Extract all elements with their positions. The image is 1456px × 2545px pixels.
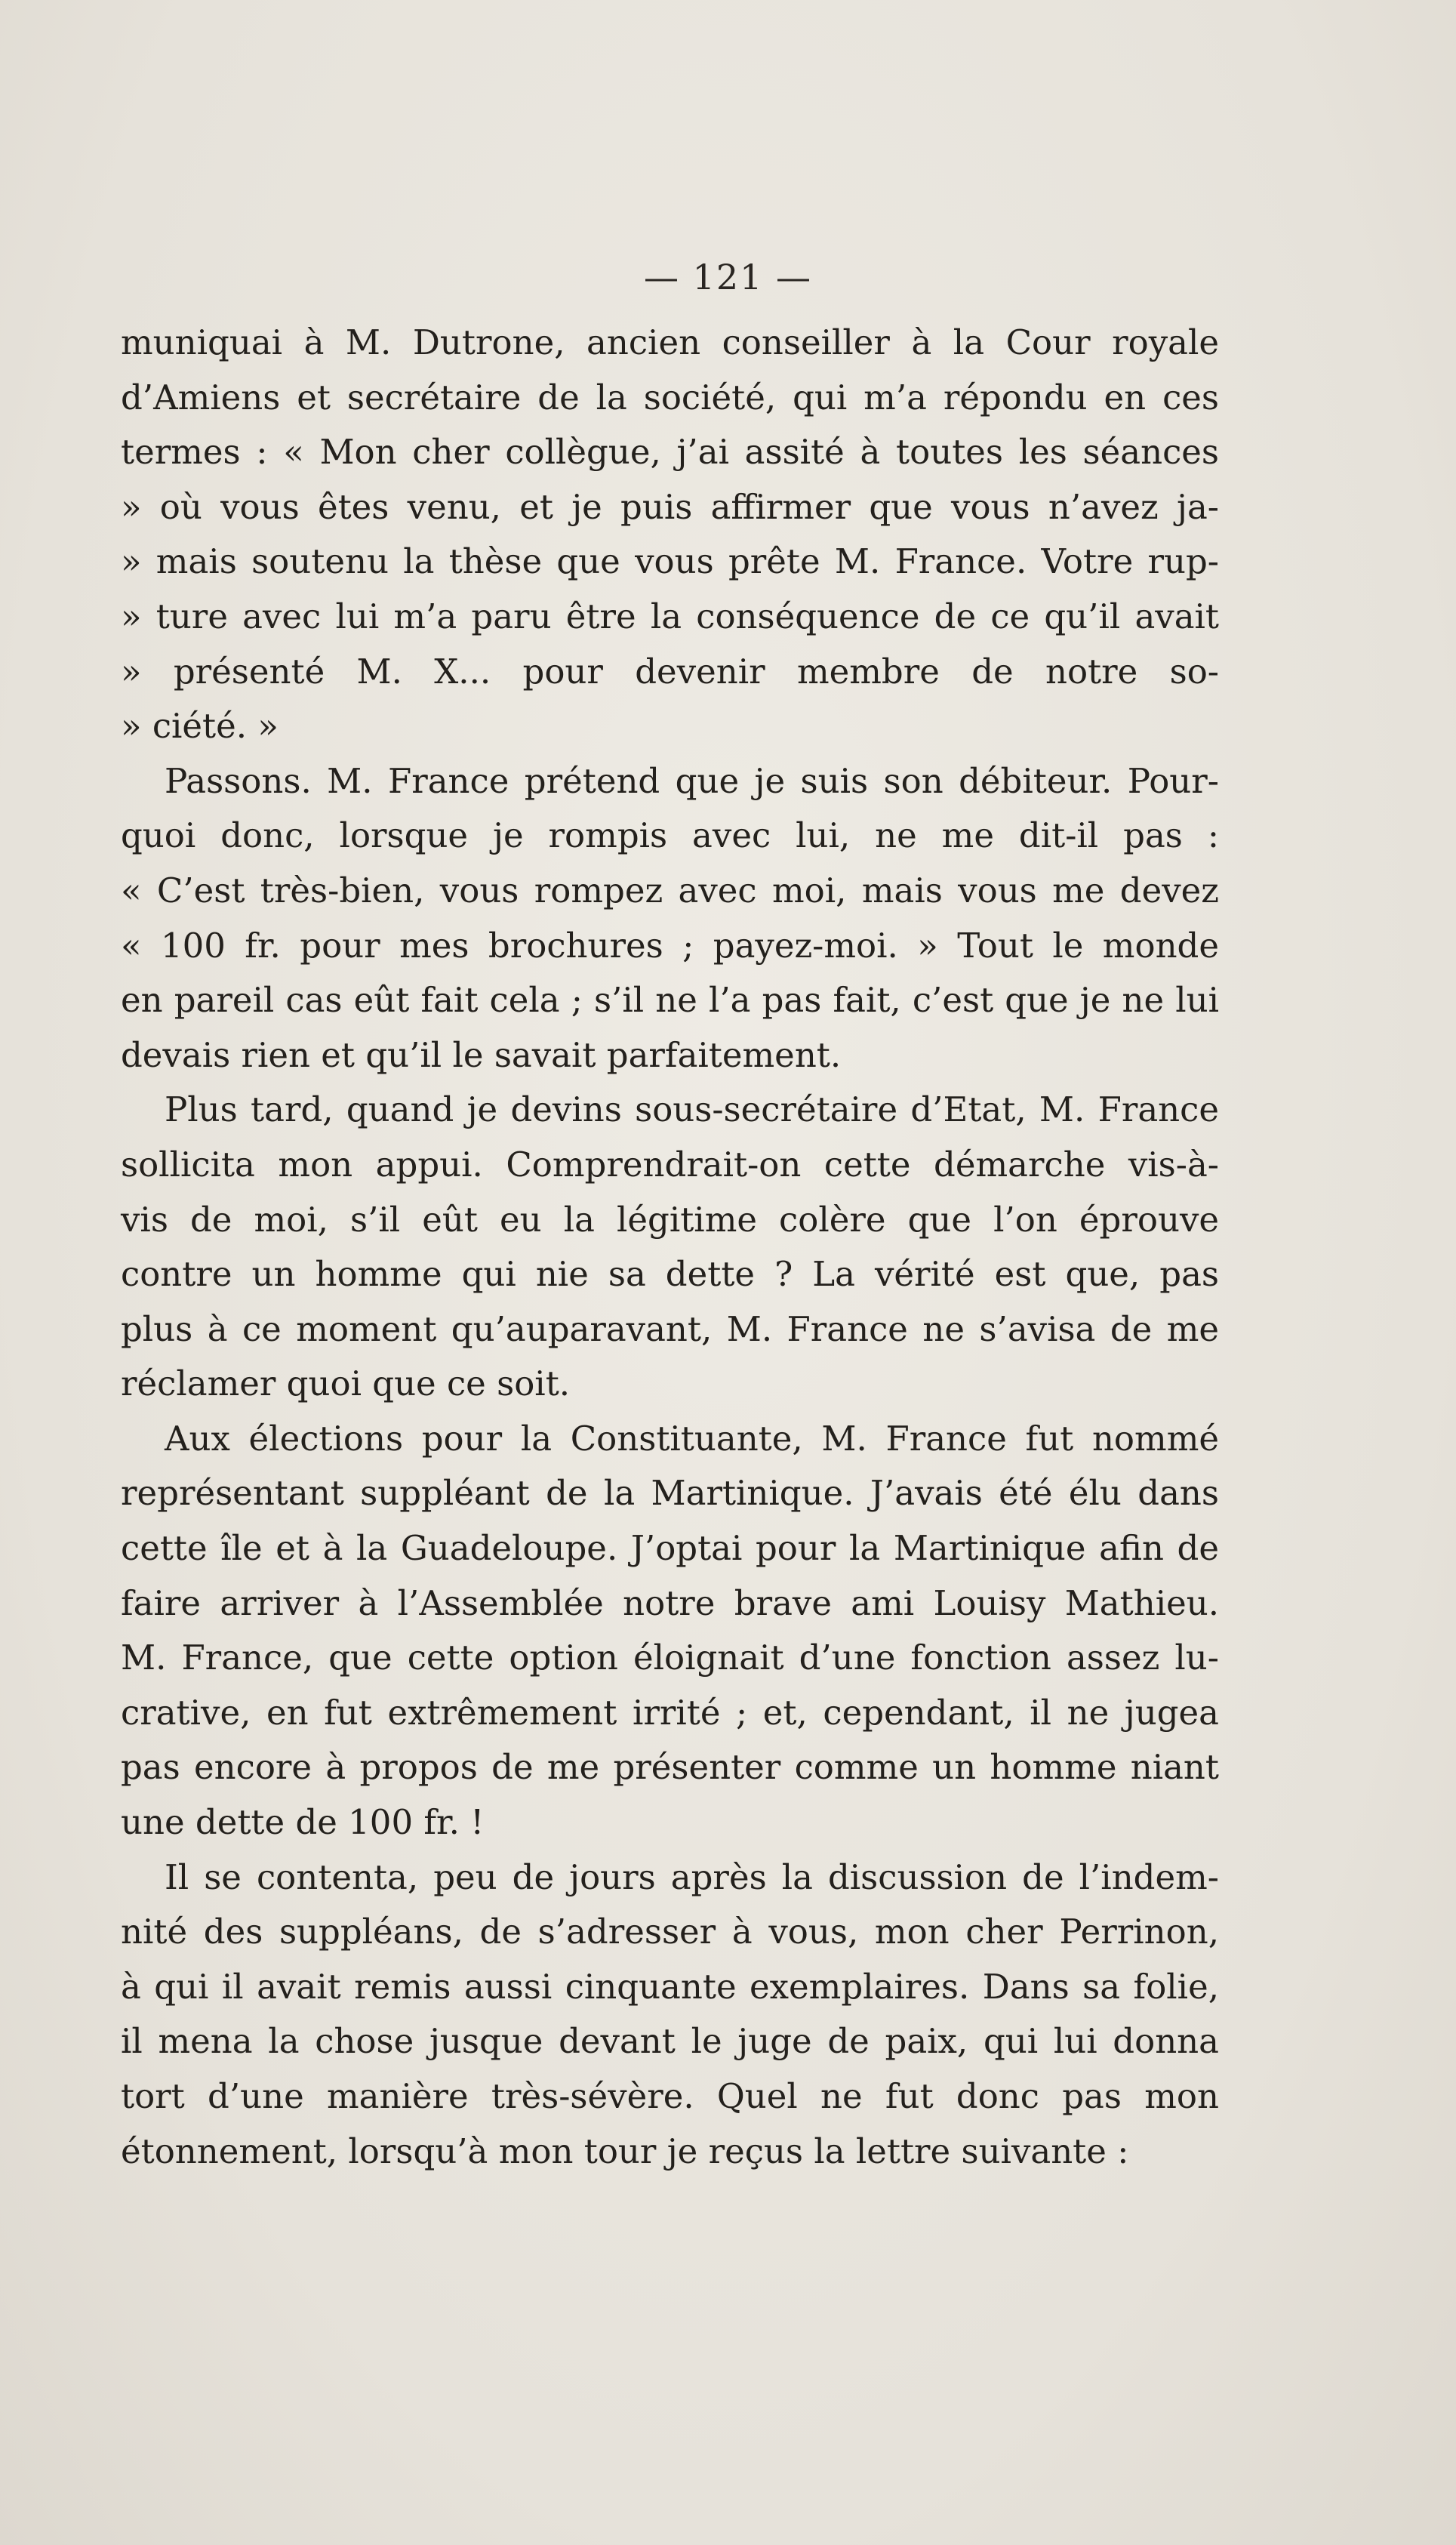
text-line: une dette de 100 fr. ! xyxy=(121,1802,485,1843)
text-line: » ture avec lui m’a paru être la conséquence de ce qu’il avait xyxy=(121,596,1219,636)
text-line: il mena la chose jusque devant le juge de paix, qui lui donna xyxy=(121,2021,1219,2062)
text-line: » mais soutenu la thèse que vous prête M. France. Votre rup- xyxy=(121,541,1219,582)
body-text xyxy=(121,316,1219,2179)
text-line: faire arriver à l’Assemblée notre brave ami Louisy Mathieu. xyxy=(121,1582,1219,1623)
text-line: » présenté M. X... pour devenir membre de notre so- xyxy=(121,651,1219,692)
text-line: Passons. M. France prétend que je suis son débiteur. Pour- xyxy=(165,760,1219,801)
text-line: » où vous êtes venu, et je puis affirmer que vous n’avez ja- xyxy=(121,486,1219,527)
text-line: » ciété. » xyxy=(121,706,279,747)
text-line: d’Amiens et secrétaire de la société, qui m’a répondu en ces xyxy=(121,377,1219,417)
text-line: contre un homme qui nie sa dette ? La vérité est que, pas xyxy=(121,1254,1219,1295)
text-line: devais rien et qu’il le savait parfaitement. xyxy=(121,1034,842,1075)
text-line: Aux élections pour la Constituante, M. France fut nommé xyxy=(165,1418,1219,1459)
page-number: — 121 — xyxy=(643,257,813,297)
text-line: « C’est très-bien, vous rompez avec moi, mais vous me devez xyxy=(121,870,1219,910)
text-line: représentant suppléant de la Martinique. J’avais été élu dans xyxy=(121,1473,1219,1514)
text-line: cette île et à la Guadeloupe. J’optai pour la Martinique afin de xyxy=(121,1528,1219,1569)
text-line: Il se contenta, peu de jours après la discussion de l’indem- xyxy=(165,1856,1219,1897)
text-line: vis de moi, s’il eût eu la légitime colère que l’on éprouve xyxy=(121,1199,1219,1240)
text-line: sollicita mon appui. Comprendrait-on cette démarche vis-à- xyxy=(121,1144,1219,1185)
text-line: « 100 fr. pour mes brochures ; payez-moi. » Tout le monde xyxy=(121,925,1219,966)
text-line: plus à ce moment qu’auparavant, M. France ne s’avisa de me xyxy=(121,1308,1219,1349)
text-line: tort d’une manière très-sévère. Quel ne fut donc pas mon xyxy=(121,2076,1219,2116)
text-line: muniquai à M. Dutrone, ancien conseiller à la Cour royale xyxy=(121,322,1219,362)
text-line: quoi donc, lorsque je rompis avec lui, ne me dit-il pas : xyxy=(121,815,1219,856)
text-line: M. France, que cette option éloignait d’une fonction assez lu- xyxy=(121,1638,1219,1678)
text-line: nité des suppléans, de s’adresser à vous, mon cher Perrinon, xyxy=(121,1912,1219,1952)
text-line: termes : « Mon cher collègue, j’ai assité à toutes les séances xyxy=(121,432,1219,473)
text-line: pas encore à propos de me présenter comme un homme niant xyxy=(121,1747,1219,1788)
text-line: réclamer quoi que ce soit. xyxy=(121,1363,571,1404)
text-line: Plus tard, quand je devins sous-secrétaire d’Etat, M. France xyxy=(165,1089,1219,1130)
text-line: à qui il avait remis aussi cinquante exemplaires. Dans sa folie, xyxy=(121,1966,1219,2007)
text-line: crative, en fut extrêmement irrité ; et, cependant, il ne jugea xyxy=(121,1692,1219,1733)
text-line: en pareil cas eût fait cela ; s’il ne l’a pas fait, c’est que je ne lui xyxy=(121,980,1219,1021)
text-line: étonnement, lorsqu’à mon tour je reçus la lettre suivante : xyxy=(121,2131,1129,2171)
